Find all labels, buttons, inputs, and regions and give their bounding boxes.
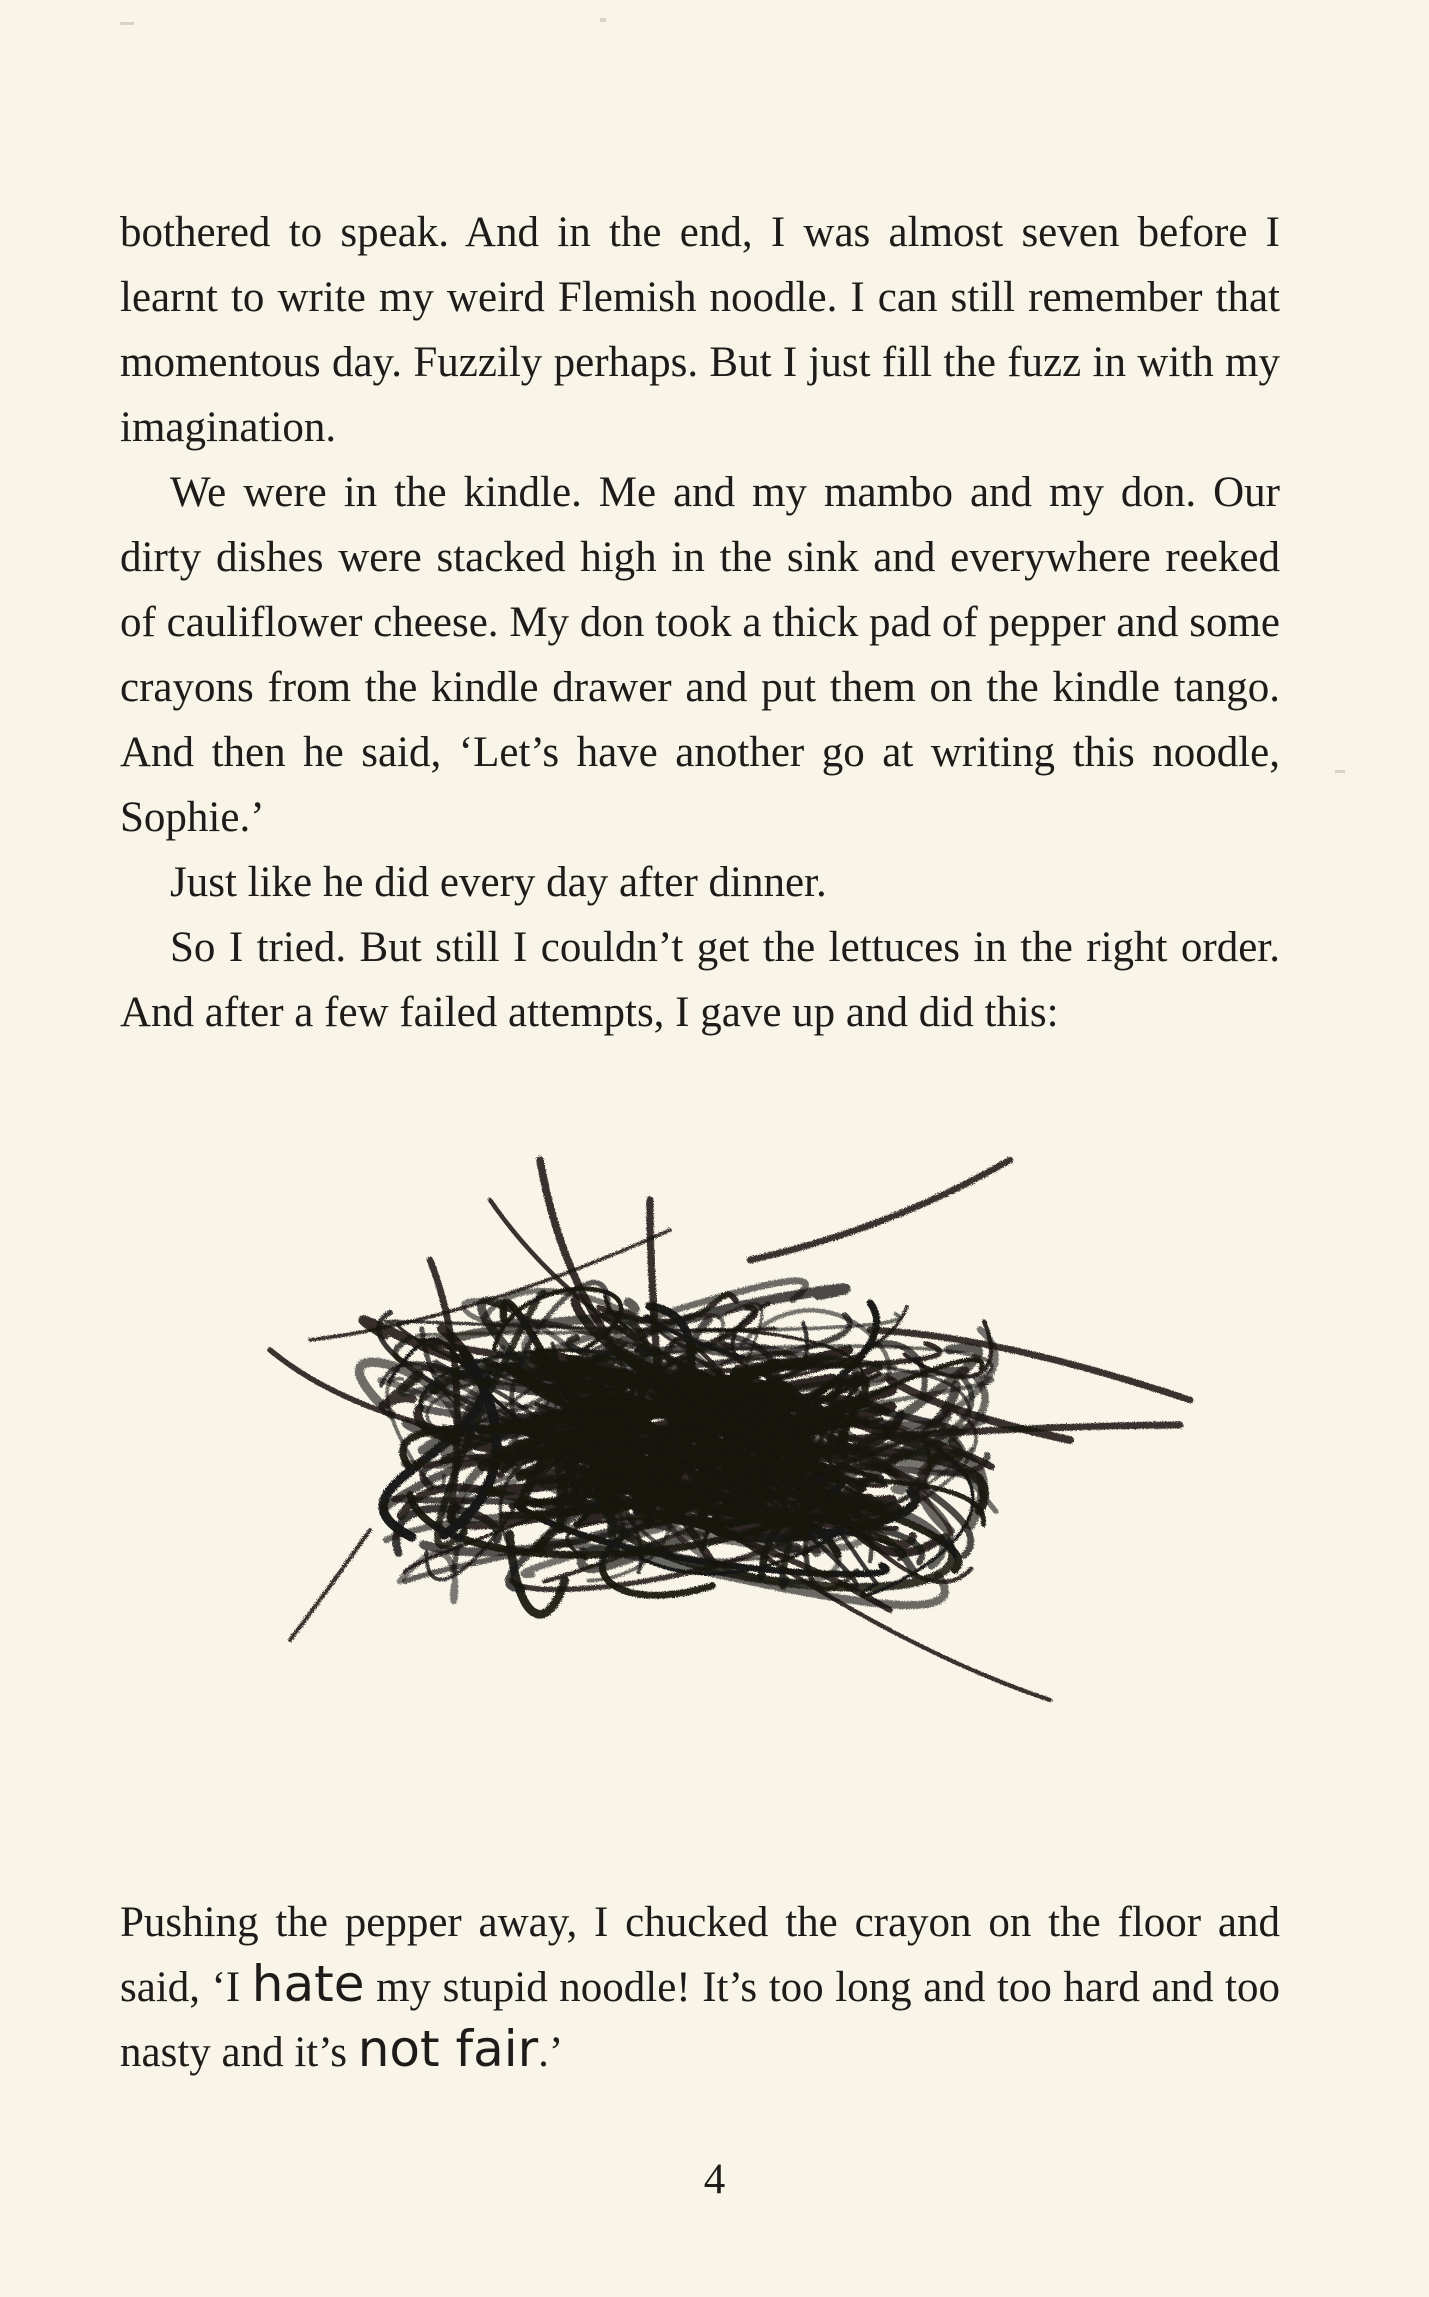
paragraph-5 (120, 1890, 1280, 2085)
paper-speck (120, 22, 134, 25)
emphasis-not-fair: not fair (357, 2020, 539, 2078)
paper-speck (1335, 770, 1345, 773)
body-text-top (120, 200, 1280, 1045)
paragraph-3: Just like he did every day after dinner. (170, 859, 827, 906)
crayon-scribble-illustration (190, 1140, 1240, 1780)
paper-speck (600, 18, 606, 22)
emphasis-hate: hate (251, 1955, 365, 2013)
paragraph-2: We were in the kindle. Me and my mambo and my don. Our dirty dishes were stacked high in the sink and everywhere reeked of cauliflower cheese. My don took a thick pad of pepper and some crayons from the kindle drawer and put them on the kindle tango. And then he said, ‘Let’s have another go at writing this noodle, Sophie.’ (120, 469, 1280, 841)
body-text-bottom (120, 1890, 1280, 2085)
paragraph-5-end: .’ (538, 2029, 564, 2076)
scribble-streak (750, 1160, 1010, 1260)
scribble-streak (290, 1530, 370, 1640)
paragraph-4: So I tried. But still I couldn’t get the lettuces in the right order. And after a few failed attempts, I gave up and did this: (120, 924, 1280, 1036)
paragraph-5-middle: my stupid noodle! It’s too long and too hard and too nasty and it’s (120, 1964, 1280, 2076)
paragraph-5-start: Pushing the pepper away, I chucked the crayon on the floor and said, ‘I (120, 1899, 1280, 2011)
paragraph-1: bothered to speak. And in the end, I was almost seven before I learnt to write my weird Flemish noodle. I can still remember that momentous day. Fuzzily perhaps. But I just fill the fuzz in with my imagination. (120, 209, 1280, 451)
page-number: 4 (703, 2156, 726, 2203)
